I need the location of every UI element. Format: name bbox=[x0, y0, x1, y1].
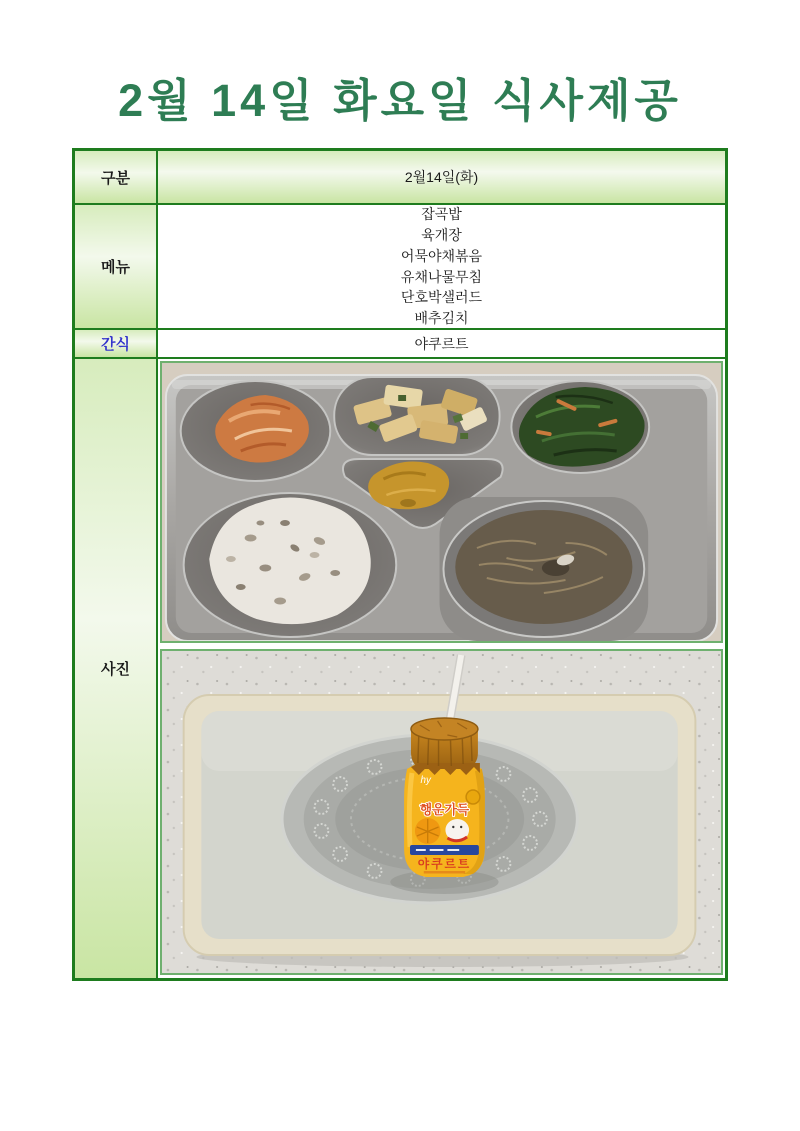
bottle-brand-text: hy bbox=[420, 774, 431, 787]
menu-item: 배추김치 bbox=[414, 310, 469, 327]
menu-item: 육개장 bbox=[421, 226, 462, 243]
row-category-value bbox=[158, 151, 725, 205]
yogurt-illustration bbox=[162, 651, 721, 973]
row-snack-value bbox=[158, 330, 725, 359]
snack-text: 야쿠르트 bbox=[414, 335, 469, 352]
page-title: 2월 14일 화요일 식사제공 bbox=[118, 75, 682, 126]
row-menu-value bbox=[158, 205, 725, 330]
row-photo-value bbox=[158, 359, 725, 978]
menu-item: 어묵야채볶음 bbox=[400, 247, 483, 264]
meal-tray-illustration bbox=[162, 363, 721, 641]
row-photo-label: 사진 bbox=[75, 359, 158, 978]
row-menu-label: 메뉴 bbox=[75, 205, 158, 330]
menu-item: 단호박샐러드 bbox=[400, 289, 483, 306]
bottle-tagline-text: 행운가득 bbox=[419, 801, 470, 818]
row-snack-label: 간식 bbox=[75, 330, 158, 359]
menu-item: 유채나물무침 bbox=[400, 268, 483, 285]
meal-table bbox=[72, 148, 728, 981]
bottle-label-text: 야쿠르트 bbox=[417, 856, 472, 872]
row-category-label: 구분 bbox=[75, 151, 158, 205]
date-text: 2월14일(화) bbox=[404, 169, 479, 185]
menu-item: 잡곡밥 bbox=[421, 206, 462, 223]
meal-tray-photo bbox=[160, 361, 723, 643]
yogurt-photo bbox=[160, 649, 723, 975]
